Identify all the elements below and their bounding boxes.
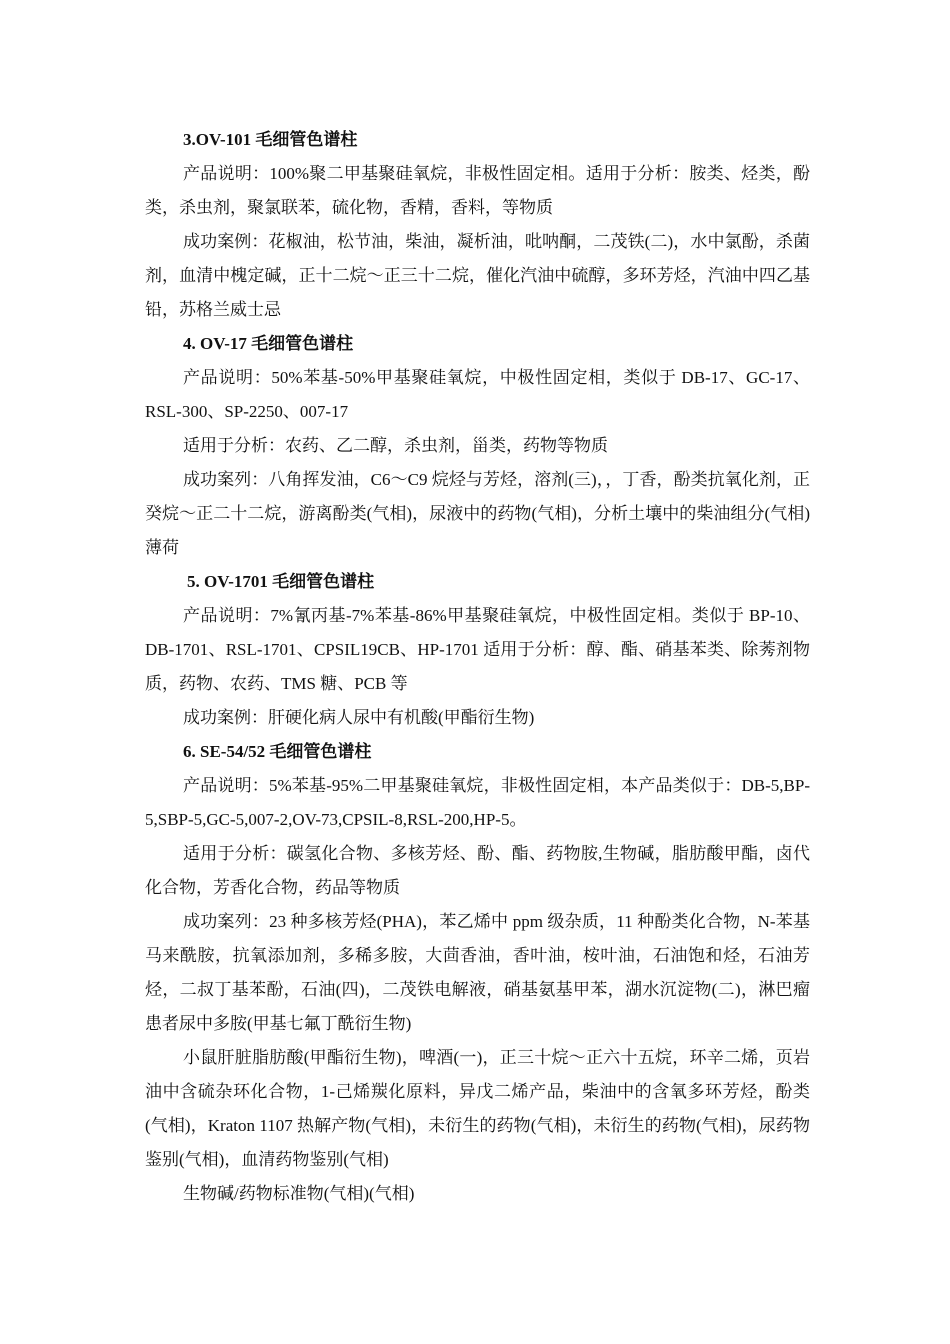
paragraph-ov101-description: 产品说明：100%聚二甲基聚硅氧烷，非极性固定相。适用于分析：胺类、烃类，酚类，杀虫剂，聚氯联苯，硫化物，香精，香料，等物质: [145, 164, 810, 217]
paragraph-ov1701-cases: 成功案例：肝硬化病人尿中有机酸(甲酯衍生物): [183, 708, 535, 727]
paragraph-se54-cases-continued: 小鼠肝脏脂肪酸(甲酯衍生物)，啤酒(一)，正三十烷～正六十五烷，环辛二烯，页岩油中含硫杂环化合物，1-己烯羰化原料，异戊二烯产品，柴油中的含氧多环芳烃，酚类(气相)，Kraton 1107 热解产物(气相)，未衍生的药物(气相)，未衍生的药物(气相)，尿药物鉴别(气相)，血清药物鉴别(气相): [145, 1048, 810, 1169]
section-heading-ov101: 3.OV-101 毛细管色谱柱: [183, 130, 358, 149]
paragraph-se54-cases: 成功案列：23 种多核芳烃(PHA)，苯乙烯中 ppm 级杂质，11 种酚类化合物，N-苯基马来酰胺，抗氧添加剂，多稀多胺，大茴香油，香叶油，桉叶油，石油饱和烃，石油芳烃，二叔丁基苯酚，石油(四)，二茂铁电解液，硝基氨基甲苯，湖水沉淀物(二)，淋巴瘤患者尿中多胺(甲基七氟丁酰衍生物): [145, 912, 810, 1033]
paragraph-se54-standards: 生物碱/药物标准物(气相)(气相): [183, 1184, 415, 1203]
paragraph-ov17-description: 产品说明：50%苯基-50%甲基聚硅氧烷，中极性固定相，类似于 DB-17、GC-17、RSL-300、SP-2250、007-17: [145, 368, 810, 421]
section-heading-ov17: 4. OV-17 毛细管色谱柱: [183, 334, 354, 353]
paragraph-se54-applications: 适用于分析：碳氢化合物、多核芳烃、酚、酯、药物胺,生物碱，脂肪酸甲酯，卤代化合物，芳香化合物，药品等物质: [145, 844, 810, 897]
paragraph-ov17-applications: 适用于分析：农药、乙二醇，杀虫剂，甾类，药物等物质: [183, 436, 608, 455]
paragraph-se54-description: 产品说明：5%苯基-95%二甲基聚硅氧烷，非极性固定相，本产品类似于：DB-5,BP-5,SBP-5,GC-5,007-2,OV-73,CPSIL-8,RSL-200,HP-5。: [145, 776, 810, 829]
section-heading-ov1701: 5. OV-1701 毛细管色谱柱: [187, 572, 375, 591]
document-body: [145, 123, 810, 1211]
paragraph-ov1701-description: 产品说明：7%氰丙基-7%苯基-86%甲基聚硅氧烷，中极性固定相。类似于 BP-10、DB-1701、RSL-1701、CPSIL19CB、HP-1701 适用于分析：醇、酯、硝基苯类、除莠剂物质，药物、农药、TMS 糖、PCB 等: [145, 606, 810, 693]
paragraph-ov17-cases: 成功案列：八角挥发油，C6～C9 烷烃与芳烃，溶剂(三)，，丁香，酚类抗氧化剂，正癸烷～正二十二烷，游离酚类(气相)，尿液中的药物(气相)，分析土壤中的柴油组分(气相)薄荷: [145, 470, 810, 557]
section-heading-se54: 6. SE-54/52 毛细管色谱柱: [183, 742, 372, 761]
paragraph-ov101-cases: 成功案例：花椒油，松节油，柴油，凝析油，吡呐酮，二茂铁(二)，水中氯酚，杀菌剂，血清中槐定碱，正十二烷～正三十二烷，催化汽油中硫醇，多环芳烃，汽油中四乙基铅，苏格兰威士忌: [145, 232, 810, 319]
